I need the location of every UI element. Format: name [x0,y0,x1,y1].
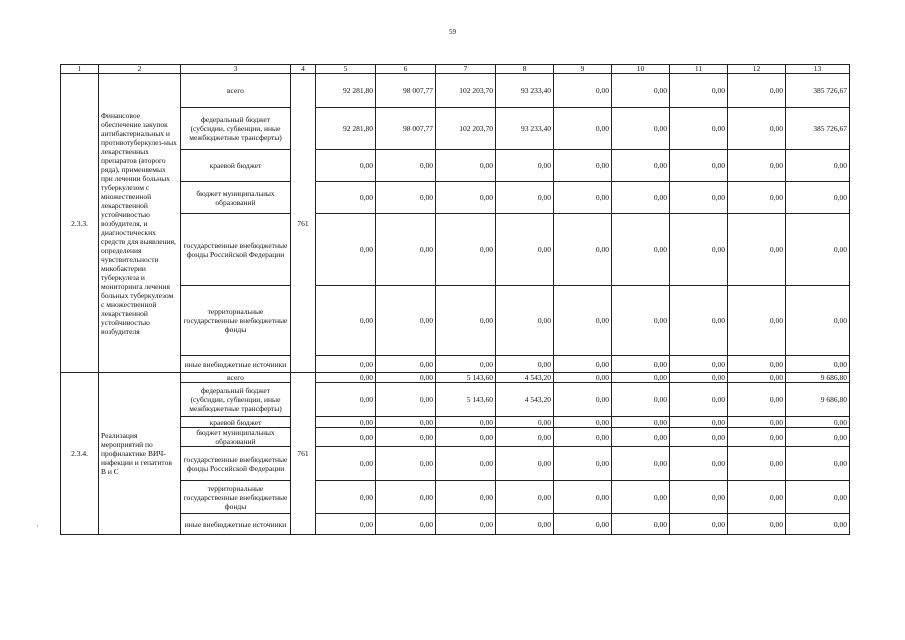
funding-source: государственные внебюджетные фонды Российской Федерации [181,447,291,481]
value-cell: 98 007,77 [376,108,436,150]
funding-source: федеральный бюджет (субсидии, субвенции, иные межбюджетные трансферты) [181,108,291,150]
header-row [61,65,850,74]
funding-source: территориальные государственные внебюджетные фонды [181,481,291,514]
value-cell: 0,00 [612,150,670,182]
value-cell: 0,00 [316,383,376,417]
header-cell: 12 [728,65,786,74]
value-cell: 0,00 [554,383,612,417]
budget-table [60,64,850,535]
value-cell: 5 143,60 [436,383,496,417]
header-cell: 9 [554,65,612,74]
value-cell: 0,00 [786,447,850,481]
value-cell: 0,00 [554,428,612,447]
value-cell: 0,00 [554,74,612,108]
value-cell: 0,00 [670,74,728,108]
value-cell: 0,00 [376,481,436,514]
value-cell: 0,00 [786,182,850,214]
header-cell: 5 [316,65,376,74]
value-cell: 0,00 [436,428,496,447]
value-cell: 5 143,60 [436,373,496,383]
header-cell: 8 [496,65,554,74]
header-cell: 1 [61,65,99,74]
value-cell: 102 203,70 [436,108,496,150]
funding-source: всего [181,74,291,108]
funding-source: всего [181,373,291,383]
value-cell: 0,00 [496,481,554,514]
value-cell: 0,00 [436,447,496,481]
value-cell: 0,00 [554,182,612,214]
value-cell: 0,00 [376,286,436,356]
value-cell: 0,00 [670,373,728,383]
header-cell: 11 [670,65,728,74]
value-cell: 0,00 [376,373,436,383]
value-cell: 0,00 [786,481,850,514]
agency-code: 761 [291,74,316,373]
value-cell: 0,00 [496,356,554,373]
value-cell: 0,00 [670,108,728,150]
value-cell: 9 686,80 [786,383,850,417]
value-cell: 0,00 [376,150,436,182]
value-cell: 0,00 [612,356,670,373]
value-cell: 0,00 [316,514,376,535]
value-cell: 0,00 [728,356,786,373]
value-cell: 0,00 [728,383,786,417]
value-cell: 0,00 [728,447,786,481]
value-cell: 0,00 [376,417,436,428]
header-cell: 2 [99,65,181,74]
value-cell: 0,00 [612,74,670,108]
header-cell: 10 [612,65,670,74]
value-cell: 0,00 [612,428,670,447]
value-cell: 0,00 [728,481,786,514]
table-row [61,373,850,383]
value-cell: 0,00 [728,286,786,356]
value-cell: 0,00 [376,514,436,535]
value-cell: 0,00 [376,428,436,447]
value-cell: 0,00 [612,214,670,286]
value-cell: 0,00 [786,428,850,447]
value-cell: 0,00 [554,286,612,356]
value-cell: 0,00 [316,417,376,428]
value-cell: 4 543,20 [496,383,554,417]
value-cell: 0,00 [376,383,436,417]
section-code: 2.3.4. [61,373,99,535]
value-cell: 0,00 [728,428,786,447]
funding-source: федеральный бюджет (субсидии, субвенции, иные межбюджетные трансферты) [181,383,291,417]
value-cell: 0,00 [612,481,670,514]
value-cell: 0,00 [436,417,496,428]
value-cell: 0,00 [436,481,496,514]
value-cell: 0,00 [376,447,436,481]
value-cell: 0,00 [786,514,850,535]
value-cell: 0,00 [786,417,850,428]
value-cell: 0,00 [554,356,612,373]
value-cell: 0,00 [728,108,786,150]
section-name: Реализация мероприятий по профилактике ВИЧ-инфекции и гепатитов В и С [99,373,181,535]
value-cell: 93 233,40 [496,74,554,108]
value-cell: 0,00 [670,182,728,214]
section-code: 2.3.3. [61,74,99,373]
value-cell: 0,00 [496,514,554,535]
funding-source: территориальные государственные внебюджетные фонды [181,286,291,356]
value-cell: 0,00 [670,514,728,535]
value-cell: 0,00 [316,428,376,447]
value-cell: 0,00 [670,356,728,373]
funding-source: краевой бюджет [181,417,291,428]
value-cell: 0,00 [316,182,376,214]
section-name: Финансовое обеспечение закупок антибактериальных и противотуберкулез-ных лекарственных препаратов (второго ряда), применяемых при лечении больных туберкулезом с множественной лекарственной устойчивостью возбудителя, и диагностических средств для выявления, определения чувствительности микобактерии туберкулеза и мониторинга лечения больных туберкулезом с множественной лекарственной устойчивостью возбудителя [99,74,181,373]
value-cell: 0,00 [786,214,850,286]
header-cell: 7 [436,65,496,74]
value-cell: 0,00 [786,286,850,356]
table-row [61,74,850,108]
value-cell: 0,00 [554,514,612,535]
header-cell: 6 [376,65,436,74]
value-cell: 0,00 [316,214,376,286]
value-cell: 0,00 [670,447,728,481]
funding-source: краевой бюджет [181,150,291,182]
value-cell: 0,00 [612,514,670,535]
value-cell: 0,00 [612,383,670,417]
value-cell: 0,00 [316,356,376,373]
value-cell: 0,00 [316,373,376,383]
value-cell: 93 233,40 [496,108,554,150]
value-cell: 0,00 [612,417,670,428]
value-cell: 0,00 [436,150,496,182]
value-cell: 0,00 [436,356,496,373]
value-cell: 0,00 [670,286,728,356]
page-number: 59 [449,28,456,36]
value-cell: 0,00 [316,481,376,514]
header-cell: 3 [181,65,291,74]
value-cell: 0,00 [612,108,670,150]
value-cell: 0,00 [728,214,786,286]
value-cell: 9 686,80 [786,373,850,383]
value-cell: 0,00 [728,514,786,535]
value-cell: 92 281,80 [316,108,376,150]
value-cell: 0,00 [496,428,554,447]
value-cell: 0,00 [436,286,496,356]
value-cell: 102 203,70 [436,74,496,108]
agency-code: 761 [291,373,316,535]
value-cell: 0,00 [376,214,436,286]
value-cell: 0,00 [496,150,554,182]
value-cell: 0,00 [728,373,786,383]
value-cell: 0,00 [436,214,496,286]
value-cell: 0,00 [436,182,496,214]
value-cell: 0,00 [496,214,554,286]
value-cell: 0,00 [612,286,670,356]
value-cell: 92 281,80 [316,74,376,108]
value-cell: 4 543,20 [496,373,554,383]
value-cell: 0,00 [554,447,612,481]
funding-source: государственные внебюджетные фонды Российской Федерации [181,214,291,286]
value-cell: 0,00 [376,182,436,214]
value-cell: 0,00 [786,150,850,182]
value-cell: 98 007,77 [376,74,436,108]
header-cell: 4 [291,65,316,74]
value-cell: 0,00 [496,286,554,356]
value-cell: 0,00 [554,150,612,182]
funding-source: бюджет муниципальных образований [181,182,291,214]
funding-source: иные внебюджетные источники [181,356,291,373]
value-cell: 0,00 [670,428,728,447]
value-cell: 0,00 [376,356,436,373]
value-cell: 0,00 [670,150,728,182]
value-cell: 0,00 [496,182,554,214]
value-cell: 0,00 [612,182,670,214]
value-cell: 0,00 [316,447,376,481]
value-cell: 385 726,67 [786,74,850,108]
value-cell: 0,00 [670,383,728,417]
value-cell: 0,00 [612,447,670,481]
value-cell: 0,00 [436,514,496,535]
value-cell: 0,00 [728,150,786,182]
value-cell: 0,00 [554,481,612,514]
value-cell: 0,00 [496,417,554,428]
value-cell: 0,00 [786,356,850,373]
value-cell: 0,00 [496,447,554,481]
value-cell: 0,00 [316,286,376,356]
margin-mark: ' [37,524,39,532]
value-cell: 0,00 [670,481,728,514]
header-cell: 13 [786,65,850,74]
funding-source: бюджет муниципальных образований [181,428,291,447]
value-cell: 0,00 [728,74,786,108]
value-cell: 0,00 [670,417,728,428]
value-cell: 0,00 [554,108,612,150]
funding-source: иные внебюджетные источники [181,514,291,535]
value-cell: 0,00 [554,417,612,428]
value-cell: 0,00 [612,373,670,383]
value-cell: 0,00 [728,182,786,214]
value-cell: 0,00 [670,214,728,286]
value-cell: 385 726,67 [786,108,850,150]
value-cell: 0,00 [728,417,786,428]
value-cell: 0,00 [554,214,612,286]
value-cell: 0,00 [316,150,376,182]
value-cell: 0,00 [554,373,612,383]
